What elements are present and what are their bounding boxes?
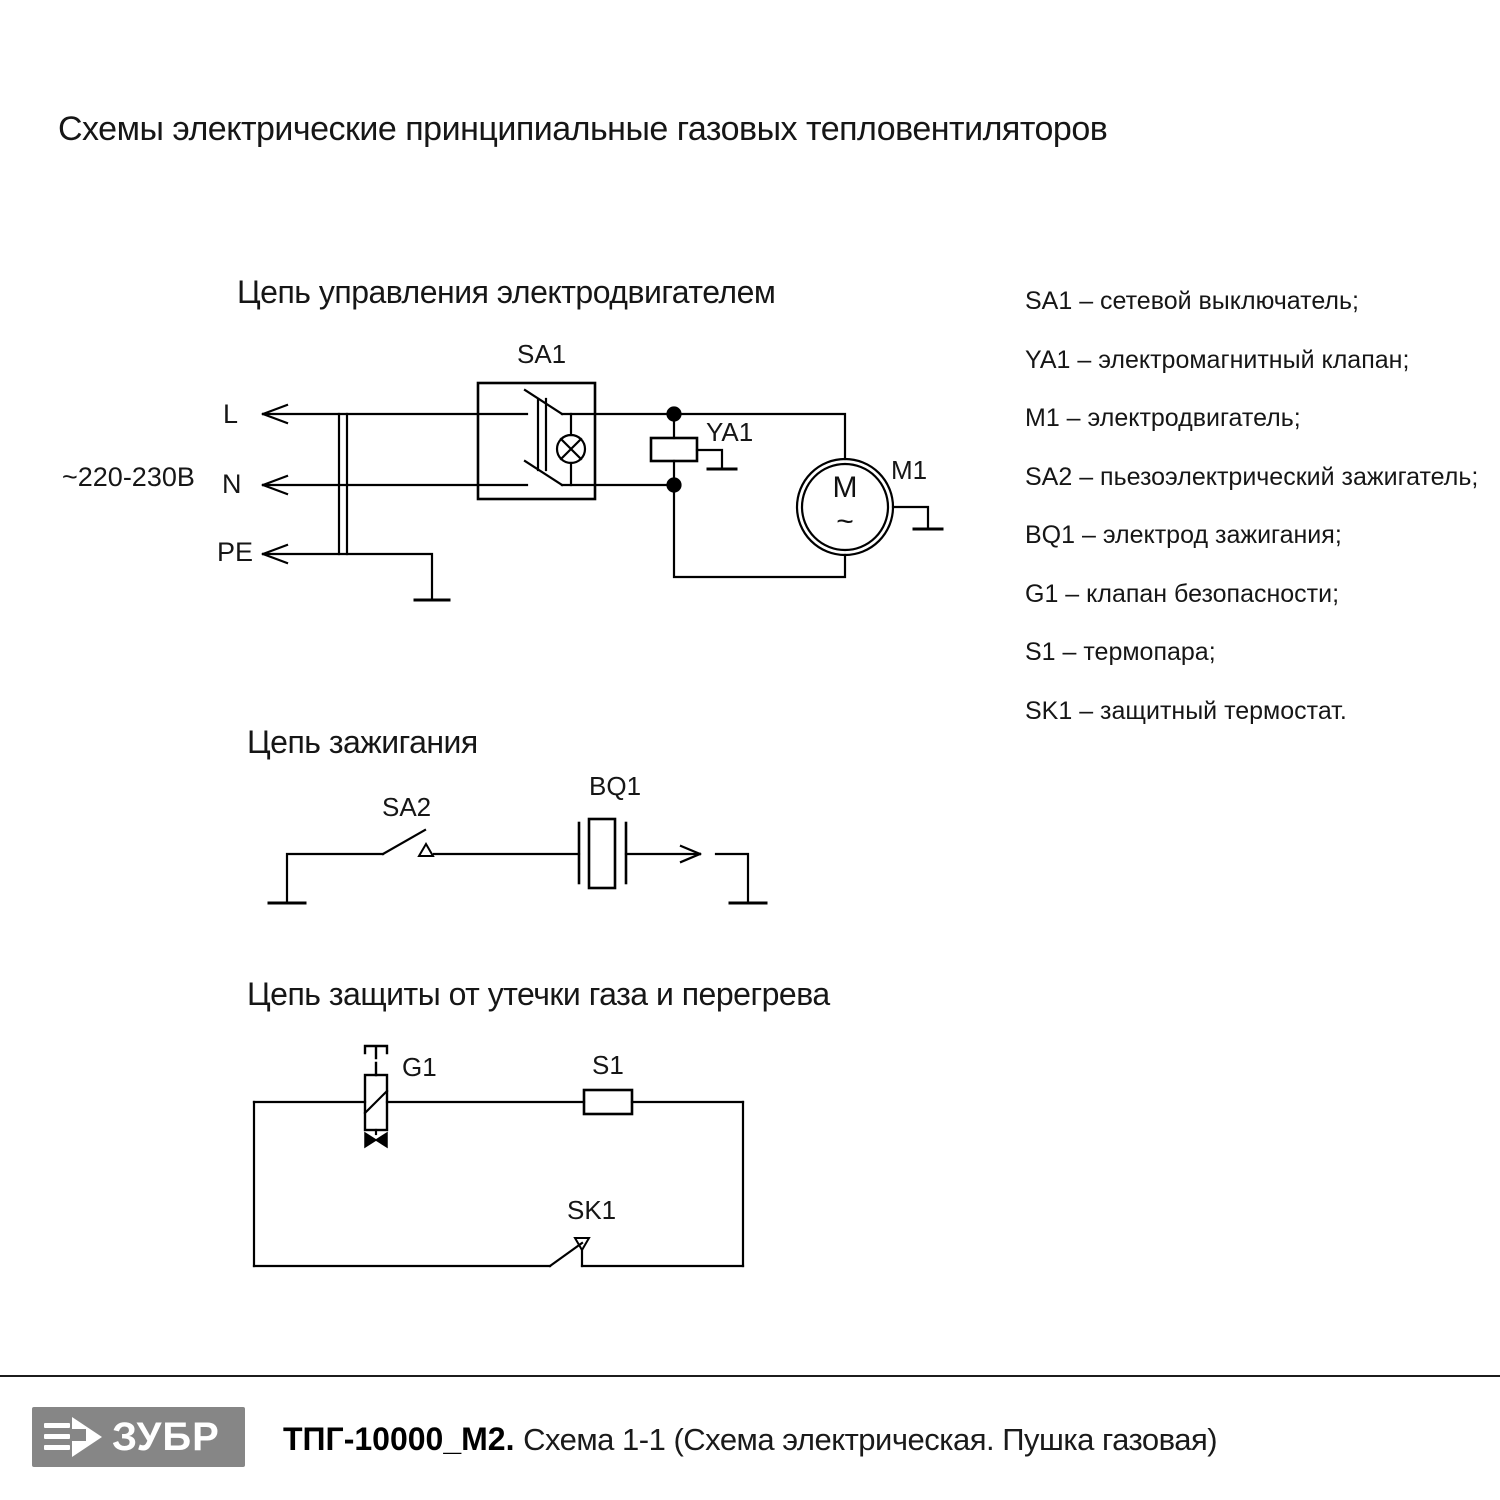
wire-pe (263, 554, 432, 599)
legend-item-sa2: SA2 – пьезоэлектрический зажигатель; (1025, 463, 1479, 491)
legend-item-ya1: YA1 – электромагнитный клапан; (1025, 346, 1410, 374)
terminal-label-pe: PE (217, 537, 254, 567)
m1-label: M1 (891, 455, 928, 485)
g1-label: G1 (402, 1052, 437, 1082)
sa2-label: SA2 (382, 792, 432, 822)
bq1-body (589, 819, 615, 888)
circuit1-title: Цепь управления электродвигателем (237, 274, 776, 310)
s1-label: S1 (592, 1050, 624, 1080)
sa1-mech-link (538, 399, 546, 470)
c2-left-terminal (287, 854, 383, 902)
motor-letter: M (832, 471, 858, 504)
sa1-blade-top (525, 390, 562, 414)
legend-item-sa1: SA1 – сетевой выключатель; (1025, 287, 1359, 315)
g1-manual-button-icon (365, 1046, 387, 1075)
legend-item-bq1: BQ1 – электрод зажигания; (1025, 521, 1342, 549)
footer-divider (0, 1375, 1500, 1377)
s1-thermocouple-box (584, 1090, 632, 1114)
bq1-label: BQ1 (589, 771, 642, 801)
sk1-label: SK1 (567, 1195, 617, 1225)
legend-item-g1: G1 – клапан безопасности; (1025, 580, 1340, 608)
page-title: Схемы электрические принципиальные газовых тепловентиляторов (58, 110, 1108, 148)
ya1-coil-box (651, 438, 697, 461)
ya1-label: YA1 (706, 417, 754, 447)
sa1-blade-bottom (525, 461, 562, 485)
ya1-ground-lead (697, 450, 722, 468)
sa2-pushbutton-icon (419, 844, 433, 856)
voltage-label: ~220-230В (62, 462, 195, 492)
brand-logo-icon (44, 1415, 110, 1459)
circuit3-title: Цепь защиты от утечки газа и перегрева (247, 976, 830, 1012)
footer-caption-line (283, 1421, 1217, 1458)
brand-name: ЗУБР (112, 1414, 220, 1459)
legend-item-m1: M1 – электродвигатель; (1025, 404, 1301, 432)
motor-wave-icon: ~ (836, 505, 854, 538)
sa2-blade (383, 830, 425, 854)
sk1-blade (550, 1243, 582, 1266)
model-number: ТПГ-10000_М2. (283, 1421, 515, 1457)
circuit2-title: Цепь зажигания (247, 724, 478, 760)
scheme-caption: Схема 1-1 (Схема электрическая. Пушка газовая) (523, 1422, 1218, 1457)
wire-l-out (562, 414, 845, 459)
g1-valve-diagonal (365, 1091, 387, 1113)
brand-logo (32, 1407, 245, 1467)
sa1-lamp-cross (561, 439, 581, 459)
sa1-label: SA1 (517, 339, 567, 369)
terminal-label-l: L (223, 399, 239, 429)
c2-right-terminal (716, 854, 748, 902)
legend-item-s1: S1 – термопара; (1025, 638, 1216, 666)
motor-ground-lead (893, 507, 928, 528)
legend-item-sk1: SK1 – защитный термостат. (1025, 697, 1347, 725)
wire-n-to-motor (674, 485, 845, 577)
terminal-label-n: N (222, 469, 242, 499)
